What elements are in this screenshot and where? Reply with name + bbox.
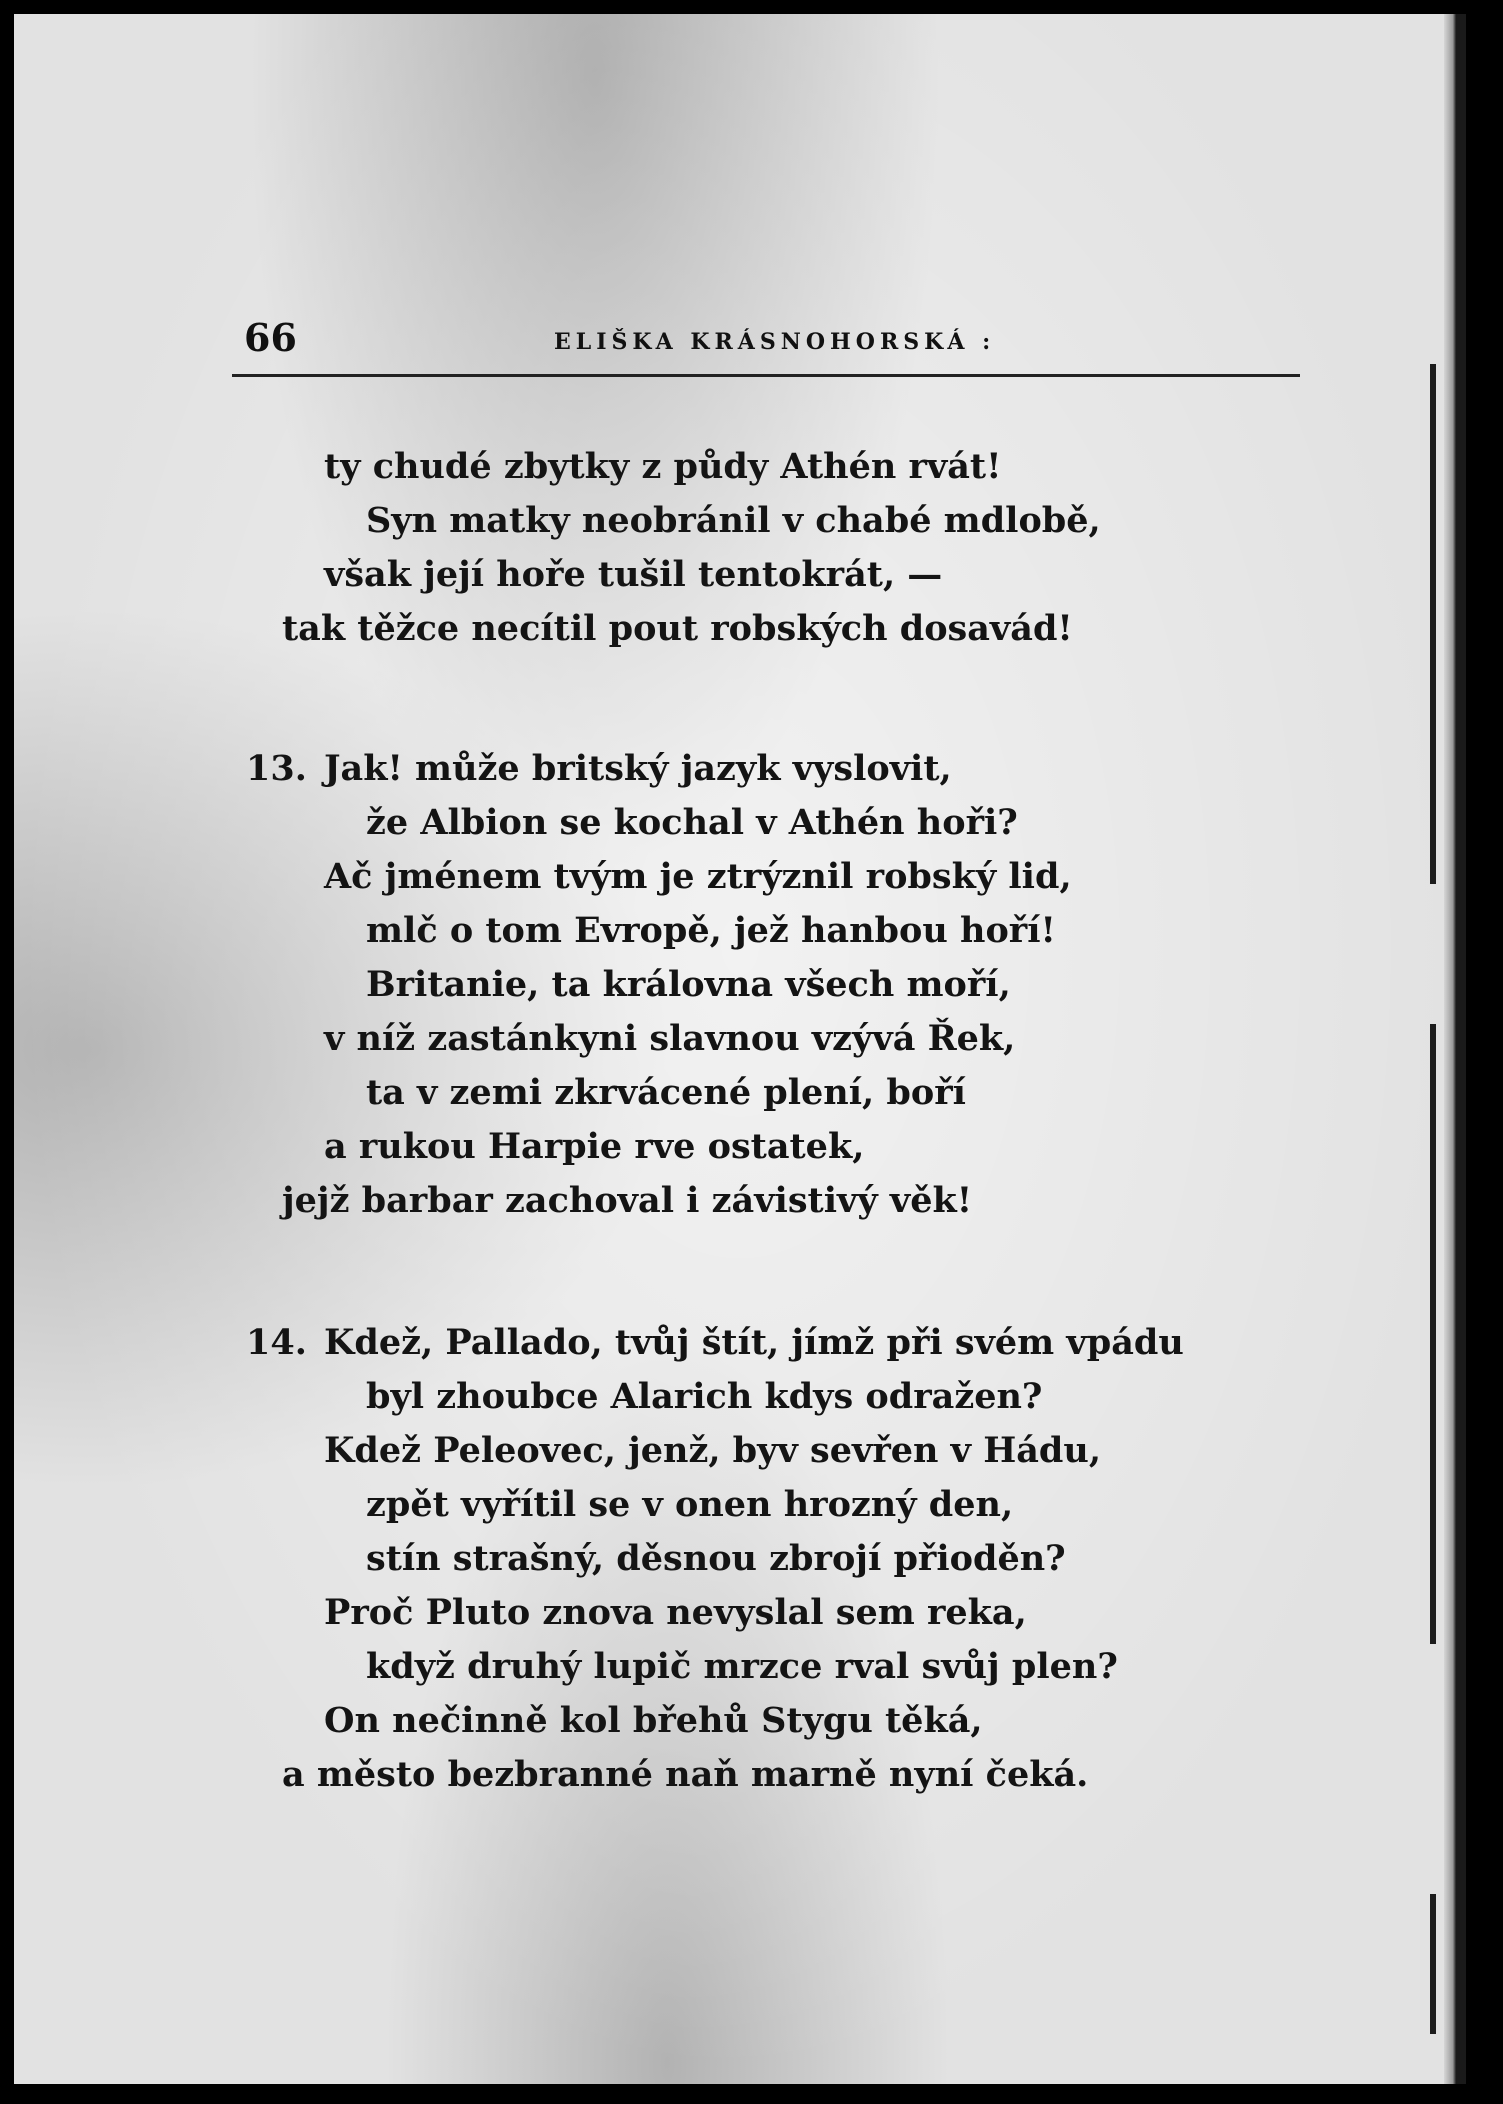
- verse-line: však její hoře tušil tentokrát, —: [324, 554, 943, 595]
- running-head: ELIŠKA KRÁSNOHORSKÁ :: [554, 329, 996, 355]
- verse-line: a rukou Harpie rve ostatek,: [324, 1126, 865, 1167]
- verse-line: mlč o tom Evropě, jež hanbou hoří!: [366, 910, 1056, 951]
- verse-line: stín strašný, děsnou zbrojí přioděn?: [366, 1538, 1066, 1579]
- verse-line: On nečinně kol břehů Stygu těká,: [324, 1700, 983, 1741]
- binding-shadow: [1430, 1894, 1436, 2034]
- binding-shadow: [1430, 364, 1436, 884]
- verse-line: Britanie, ta královna všech moří,: [366, 964, 1011, 1005]
- page-header: [232, 314, 1300, 362]
- header-rule: [232, 374, 1300, 377]
- verse-line: Ač jménem tvým je ztrýznil robský lid,: [324, 856, 1072, 897]
- verse-line: Kdež, Pallado, tvůj štít, jímž při svém vpádu: [324, 1322, 1184, 1363]
- verse-line: Jak! může britský jazyk vyslovit,: [324, 748, 952, 789]
- book-page: [14, 14, 1466, 2084]
- verse-line: tak těžce necítil pout robských dosavád!: [282, 608, 1073, 649]
- verse-line: v níž zastánkyni slavnou vzývá Řek,: [324, 1018, 1016, 1059]
- page-number: 66: [244, 315, 297, 360]
- verse-line: ta v zemi zkrvácené plení, boří: [366, 1072, 966, 1113]
- verse-line: že Albion se kochal v Athén hoři?: [366, 802, 1018, 843]
- verse-line: Syn matky neobránil v chabé mdlobě,: [366, 500, 1101, 541]
- stanza-number: 14.: [246, 1322, 307, 1363]
- verse-line: byl zhoubce Alarich kdys odražen?: [366, 1376, 1043, 1417]
- verse-line: když druhý lupič mrzce rval svůj plen?: [366, 1646, 1118, 1687]
- verse-line: a město bezbranné naň marně nyní čeká.: [282, 1754, 1089, 1795]
- verse-line: zpět vyřítil se v onen hrozný den,: [366, 1484, 1014, 1525]
- verse-line: Kdež Peleovec, jenž, byv sevřen v Hádu,: [324, 1430, 1102, 1471]
- page-binding-edge: [1444, 14, 1466, 2084]
- verse-line: Proč Pluto znova nevyslal sem reka,: [324, 1592, 1027, 1633]
- verse-line: jejž barbar zachoval i závistivý věk!: [282, 1180, 973, 1221]
- binding-shadow: [1430, 1024, 1436, 1644]
- verse-line: ty chudé zbytky z půdy Athén rvát!: [324, 446, 1002, 487]
- stanza-number: 13.: [246, 748, 307, 789]
